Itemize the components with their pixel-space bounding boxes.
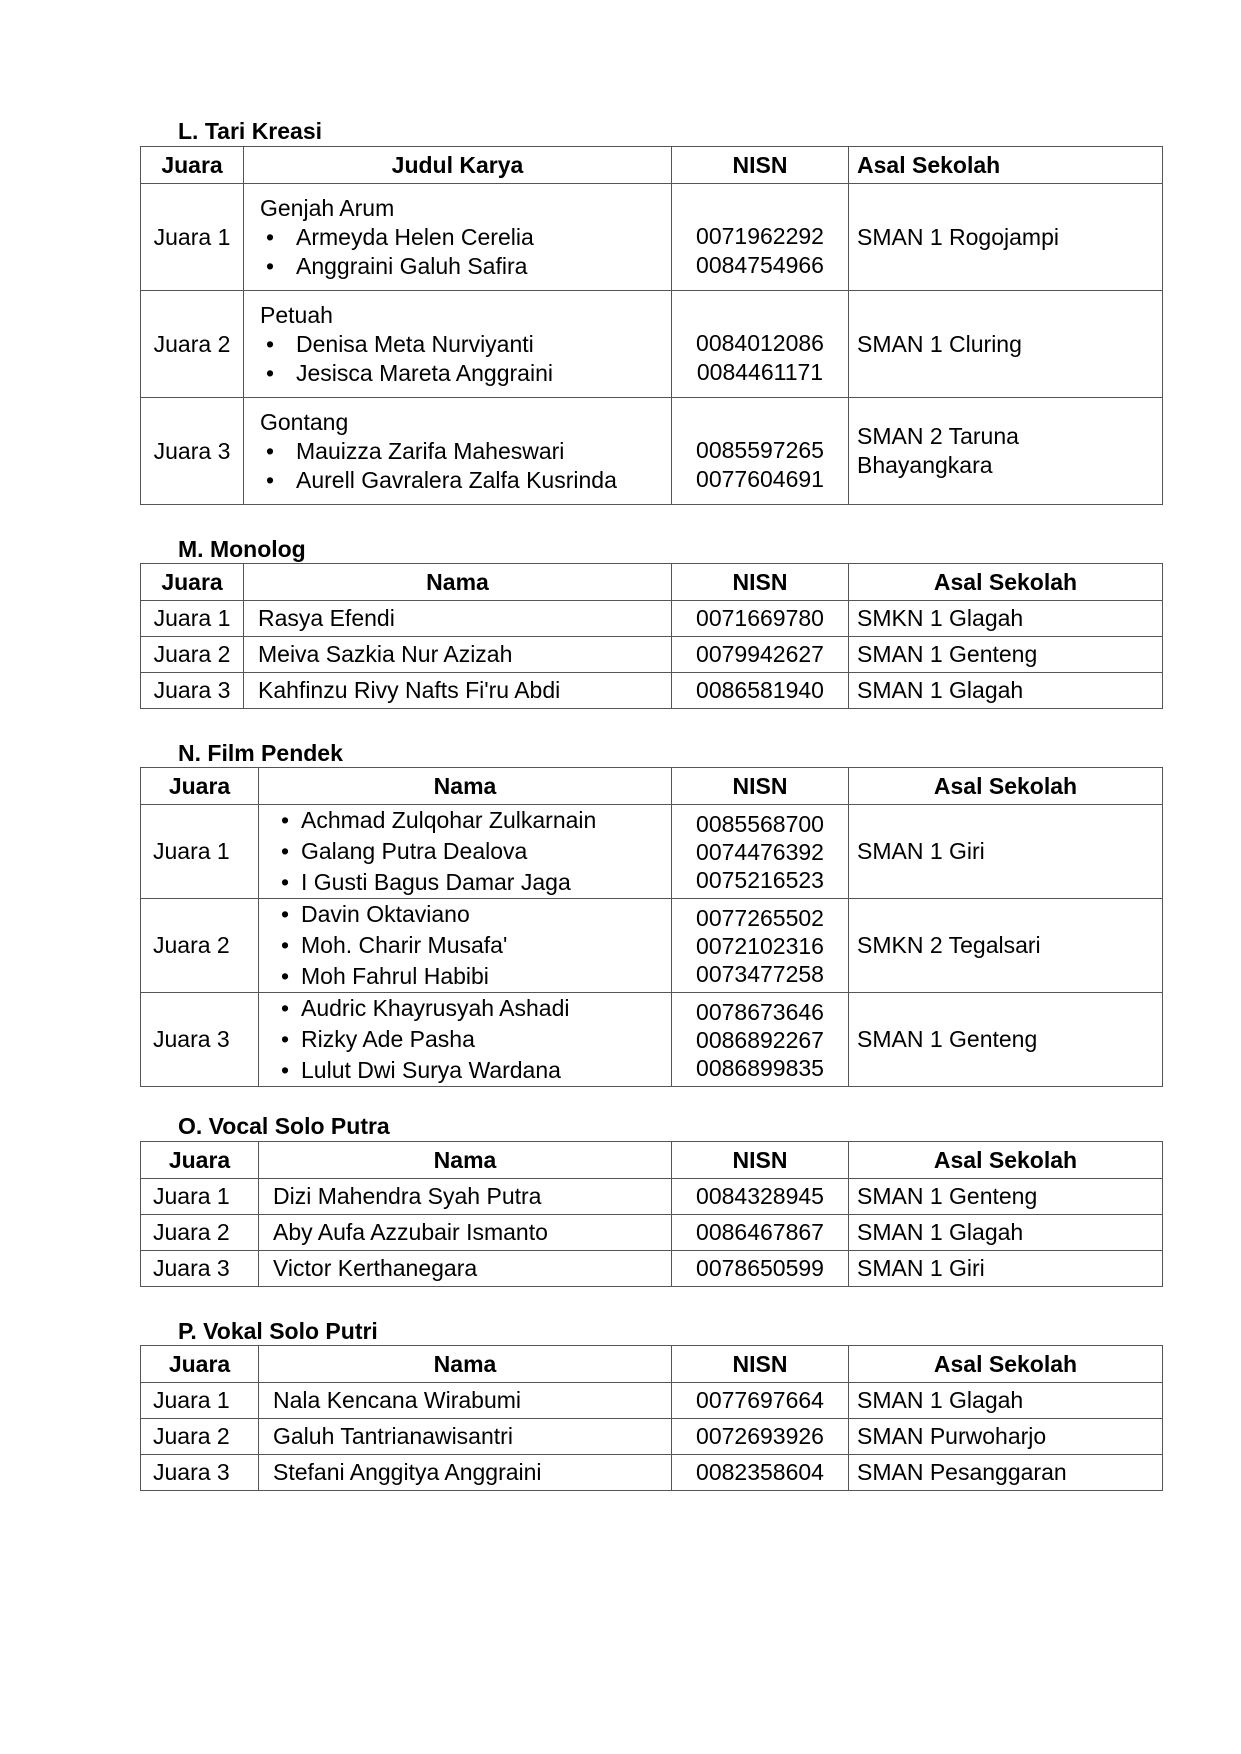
section-title: L. Tari Kreasi <box>178 118 323 144</box>
header-nama: Nama <box>259 1346 672 1383</box>
nisn-value: 0084461171 <box>696 359 824 385</box>
member-name: Moh Fahrul Habibi <box>301 963 489 989</box>
nisn-cell: 0086467867 <box>672 1215 849 1251</box>
nisn-value: 0074476392 <box>696 838 824 865</box>
section-title: N. Film Pendek <box>178 740 343 766</box>
results-table <box>140 1345 1163 1491</box>
juara-cell: Juara 1 <box>141 805 259 899</box>
table-row <box>141 805 1163 899</box>
nisn-cell <box>672 899 849 993</box>
judul-karya: Petuah <box>260 301 333 328</box>
nisn-cell: 0077697664 <box>672 1383 849 1419</box>
table-header-row <box>141 1142 1163 1179</box>
nisn-value: 0075216523 <box>696 866 824 893</box>
header-nisn: NISN <box>672 564 849 601</box>
asal-sekolah-cell: SMAN 1 Genteng <box>849 637 1163 673</box>
table-row <box>141 1251 1163 1287</box>
juara-cell: Juara 1 <box>141 1179 259 1215</box>
bullet-icon: • <box>281 995 290 1021</box>
asal-sekolah-cell: SMKN 2 Tegalsari <box>849 899 1163 993</box>
juara-cell: Juara 3 <box>141 673 244 709</box>
juara-cell: Juara 2 <box>141 1215 259 1251</box>
header-nisn: NISN <box>672 147 849 184</box>
juara-cell: Juara 3 <box>141 1251 259 1287</box>
header-juara: Juara <box>141 564 244 601</box>
list-item <box>281 899 671 930</box>
header-asal-sekolah: Asal Sekolah <box>849 564 1163 601</box>
asal-sekolah-cell: SMAN 1 Genteng <box>849 993 1163 1087</box>
list-item <box>260 330 671 359</box>
asal-sekolah-cell: SMAN 1 Giri <box>849 805 1163 899</box>
table-row <box>141 637 1163 673</box>
juara-cell: Juara 2 <box>141 291 244 398</box>
nama-cell: Aby Aufa Azzubair Ismanto <box>259 1215 672 1251</box>
table-row <box>141 1179 1163 1215</box>
juara-cell: Juara 3 <box>141 993 259 1087</box>
header-judul-karya: Judul Karya <box>244 147 672 184</box>
nama-cell: Nala Kencana Wirabumi <box>259 1383 672 1419</box>
asal-sekolah-cell: SMAN 1 Glagah <box>849 1215 1163 1251</box>
juara-cell: Juara 1 <box>141 184 244 291</box>
nisn-value: 0071962292 <box>696 223 824 249</box>
bullet-icon: • <box>266 359 275 386</box>
asal-sekolah-cell <box>849 398 1163 505</box>
member-name: Moh. Charir Musafa' <box>301 932 508 958</box>
results-table <box>140 146 1163 505</box>
nisn-cell: 0084328945 <box>672 1179 849 1215</box>
nama-cell: Rasya Efendi <box>244 601 672 637</box>
header-nama: Nama <box>244 564 672 601</box>
header-nisn: NISN <box>672 1346 849 1383</box>
nisn-value: 0077265502 <box>696 904 824 931</box>
table-header-row <box>141 564 1163 601</box>
table-header-row <box>141 768 1163 805</box>
bullet-icon: • <box>281 807 290 833</box>
header-juara: Juara <box>141 768 259 805</box>
nama-cell <box>259 805 672 899</box>
nama-cell <box>259 899 672 993</box>
header-nisn: NISN <box>672 1142 849 1179</box>
nisn-cell: 0082358604 <box>672 1455 849 1491</box>
nisn-value: 0086892267 <box>696 1026 824 1053</box>
member-name: Jesisca Mareta Anggraini <box>296 359 553 386</box>
header-asal-sekolah: Asal Sekolah <box>849 768 1163 805</box>
member-name: Denisa Meta Nurviyanti <box>296 330 534 357</box>
list-item <box>281 961 671 992</box>
asal-sekolah-value: SMAN 2 Taruna Bhayangkara <box>857 423 1019 478</box>
asal-sekolah-cell: SMAN 1 Rogojampi <box>849 184 1163 291</box>
table-row <box>141 291 1163 398</box>
header-juara: Juara <box>141 1142 259 1179</box>
member-name: Mauizza Zarifa Maheswari <box>296 437 565 464</box>
results-table <box>140 1141 1163 1287</box>
section-title: M. Monolog <box>178 536 306 562</box>
juara-cell: Juara 2 <box>141 1419 259 1455</box>
nisn-value: 0086899835 <box>696 1054 824 1081</box>
asal-sekolah-cell: SMAN 1 Giri <box>849 1251 1163 1287</box>
nisn-cell: 0086581940 <box>672 673 849 709</box>
nisn-cell: 0071669780 <box>672 601 849 637</box>
nisn-cell: 0078650599 <box>672 1251 849 1287</box>
list-item <box>260 359 671 388</box>
nisn-value: 0073477258 <box>696 960 824 987</box>
nama-cell <box>259 993 672 1087</box>
list-item <box>281 993 671 1024</box>
header-asal-sekolah: Asal Sekolah <box>849 1346 1163 1383</box>
nama-cell: Meiva Sazkia Nur Azizah <box>244 637 672 673</box>
nama-cell: Victor Kerthanegara <box>259 1251 672 1287</box>
table-header-row <box>141 147 1163 184</box>
asal-sekolah-cell: SMAN 1 Cluring <box>849 291 1163 398</box>
nisn-value: 0084012086 <box>696 330 824 356</box>
table-row <box>141 1215 1163 1251</box>
bullet-icon: • <box>281 932 290 958</box>
nisn-value: 0072102316 <box>696 932 824 959</box>
member-name: Armeyda Helen Cerelia <box>296 223 534 250</box>
bullet-icon: • <box>266 330 275 357</box>
section-title: O. Vocal Solo Putra <box>178 1113 390 1139</box>
nisn-cell <box>672 993 849 1087</box>
bullet-icon: • <box>266 223 275 250</box>
nisn-value: 0078673646 <box>696 998 824 1025</box>
nama-cell: Kahfinzu Rivy Nafts Fi'ru Abdi <box>244 673 672 709</box>
list-item <box>260 223 671 252</box>
nisn-cell <box>672 805 849 899</box>
header-asal-sekolah: Asal Sekolah <box>849 147 1163 184</box>
judul-karya-cell <box>244 184 672 291</box>
nisn-value: 0077604691 <box>696 466 824 492</box>
list-item <box>260 252 671 281</box>
header-asal-sekolah: Asal Sekolah <box>849 1142 1163 1179</box>
list-item <box>281 836 671 867</box>
member-name: Lulut Dwi Surya Wardana <box>301 1057 561 1083</box>
nisn-cell: 0079942627 <box>672 637 849 673</box>
results-table <box>140 563 1163 709</box>
header-juara: Juara <box>141 147 244 184</box>
asal-sekolah-cell: SMKN 1 Glagah <box>849 601 1163 637</box>
bullet-icon: • <box>281 963 290 989</box>
asal-sekolah-cell: SMAN 1 Glagah <box>849 673 1163 709</box>
bullet-icon: • <box>281 901 290 927</box>
bullet-icon: • <box>281 869 290 895</box>
bullet-icon: • <box>266 466 275 493</box>
juara-cell: Juara 1 <box>141 1383 259 1419</box>
nisn-value: 0085568700 <box>696 810 824 837</box>
list-item <box>281 1055 671 1086</box>
member-name: I Gusti Bagus Damar Jaga <box>301 869 571 895</box>
header-nama: Nama <box>259 768 672 805</box>
nisn-cell <box>672 291 849 398</box>
nisn-value: 0085597265 <box>696 437 824 463</box>
nisn-cell: 0072693926 <box>672 1419 849 1455</box>
table-row <box>141 1455 1163 1491</box>
member-name: Anggraini Galuh Safira <box>296 252 528 279</box>
member-name: Rizky Ade Pasha <box>301 1026 475 1052</box>
juara-cell: Juara 3 <box>141 398 244 505</box>
nama-cell: Dizi Mahendra Syah Putra <box>259 1179 672 1215</box>
bullet-icon: • <box>281 1057 290 1083</box>
asal-sekolah-cell: SMAN Purwoharjo <box>849 1419 1163 1455</box>
list-item <box>281 1024 671 1055</box>
nisn-cell <box>672 184 849 291</box>
bullet-icon: • <box>281 838 290 864</box>
judul-karya-cell <box>244 291 672 398</box>
member-name: Audric Khayrusyah Ashadi <box>301 995 570 1021</box>
table-row <box>141 1383 1163 1419</box>
list-item <box>281 930 671 961</box>
asal-sekolah-cell: SMAN 1 Genteng <box>849 1179 1163 1215</box>
header-nama: Nama <box>259 1142 672 1179</box>
nama-cell: Galuh Tantrianawisantri <box>259 1419 672 1455</box>
list-item <box>260 466 671 495</box>
judul-karya-cell <box>244 398 672 505</box>
member-name: Achmad Zulqohar Zulkarnain <box>301 807 597 833</box>
list-item <box>260 437 671 466</box>
list-item <box>281 867 671 898</box>
header-juara: Juara <box>141 1346 259 1383</box>
nisn-value: 0084754966 <box>696 252 824 278</box>
table-row <box>141 993 1163 1087</box>
header-nisn: NISN <box>672 768 849 805</box>
section-title: P. Vokal Solo Putri <box>178 1318 378 1344</box>
bullet-icon: • <box>281 1026 290 1052</box>
juara-cell: Juara 2 <box>141 899 259 993</box>
judul-karya: Genjah Arum <box>260 194 395 221</box>
table-row <box>141 1419 1163 1455</box>
results-table <box>140 767 1163 1087</box>
table-row <box>141 184 1163 291</box>
judul-karya: Gontang <box>260 408 349 435</box>
table-header-row <box>141 1346 1163 1383</box>
asal-sekolah-cell: SMAN 1 Glagah <box>849 1383 1163 1419</box>
juara-cell: Juara 1 <box>141 601 244 637</box>
member-name: Aurell Gavralera Zalfa Kusrinda <box>296 466 617 493</box>
table-row <box>141 601 1163 637</box>
juara-cell: Juara 3 <box>141 1455 259 1491</box>
juara-cell: Juara 2 <box>141 637 244 673</box>
list-item <box>281 805 671 836</box>
member-name: Davin Oktaviano <box>301 901 470 927</box>
table-row <box>141 398 1163 505</box>
bullet-icon: • <box>266 252 275 279</box>
member-name: Galang Putra Dealova <box>301 838 528 864</box>
table-row <box>141 673 1163 709</box>
table-row <box>141 899 1163 993</box>
nama-cell: Stefani Anggitya Anggraini <box>259 1455 672 1491</box>
bullet-icon: • <box>266 437 275 464</box>
asal-sekolah-cell: SMAN Pesanggaran <box>849 1455 1163 1491</box>
nisn-cell <box>672 398 849 505</box>
